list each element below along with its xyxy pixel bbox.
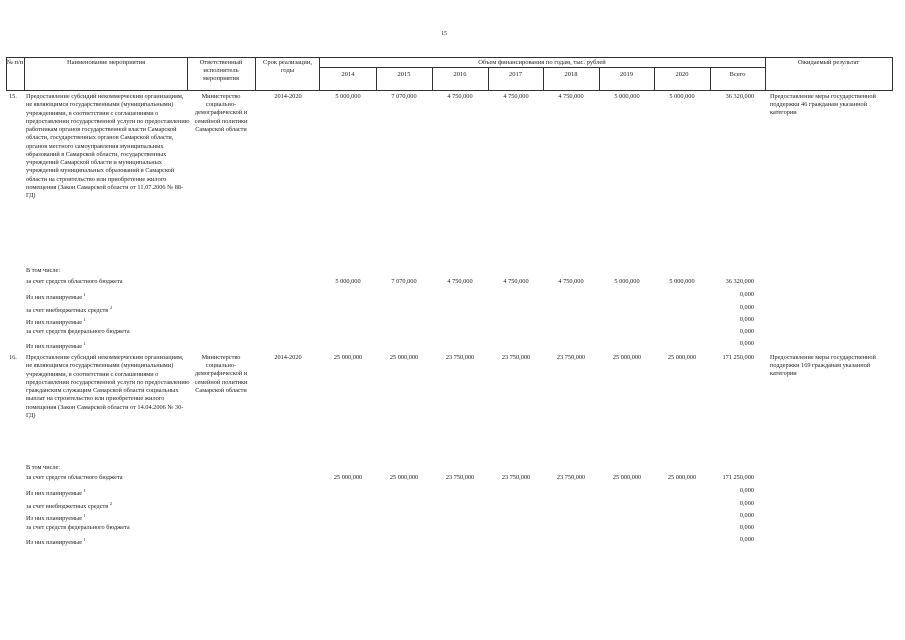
sub-value: 25 000,000 [612, 474, 642, 481]
header-year: 2017 [509, 71, 522, 78]
header-year: 2016 [453, 71, 467, 78]
sub-total: 0,000 [739, 328, 754, 335]
header-result: Ожидаемый результат [797, 59, 860, 66]
header-executor: Ответственный исполнитель мероприятия [199, 59, 243, 82]
row-result: Предоставление меры государственной поддержки 46 гражданам указанной категории [770, 93, 876, 117]
value-2020: 25 000,000 [667, 354, 697, 361]
header-period: Срок реализации, годы [262, 59, 312, 74]
header-year: 2015 [397, 71, 411, 78]
sub-total: 36 320,000 [725, 278, 754, 285]
value-2015: 7 070,000 [391, 93, 417, 100]
header-year: 2019 [620, 71, 633, 78]
value-2014: 25 000,000 [333, 354, 363, 361]
sub-total: 0,000 [739, 340, 754, 347]
header-year: 2020 [675, 71, 689, 78]
value-2018: 4 750,000 [558, 93, 584, 100]
sub-row-label: Из них планируемые $^1$ [26, 317, 86, 327]
header-name: Наименование мероприятия [66, 59, 146, 66]
sub-row-label: за счет средств федерального бюджета [26, 328, 130, 335]
sub-total: 0,000 [739, 487, 754, 494]
sub-total: 0,000 [739, 316, 754, 323]
sub-value: 5 000,000 [669, 278, 695, 285]
value-2020: 5 000,000 [669, 93, 695, 100]
sub-value: 23 750,000 [445, 474, 475, 481]
sub-total: 0,000 [739, 536, 754, 543]
including-label: В том числе: [26, 464, 61, 471]
header-num: № п/п [6, 59, 24, 66]
header-year: 2014 [341, 71, 355, 78]
sub-value: 25 000,000 [667, 474, 697, 481]
row-period: 2014-2020 [274, 93, 302, 100]
sub-row-label: Из них планируемые $^1$ [26, 341, 86, 351]
row-number: 15. [9, 93, 17, 100]
sub-row-label: Из них планируемые $^1$ [26, 537, 86, 547]
sub-row-label: Из них планируемые $^1$ [26, 488, 86, 498]
row-number: 16. [9, 354, 17, 361]
sub-total: 0,000 [739, 524, 754, 531]
sub-total: 0,000 [739, 512, 754, 519]
value-total: 171 250,000 [722, 354, 754, 361]
sub-total: 171 250,000 [722, 474, 754, 481]
sub-total: 0,000 [739, 291, 754, 298]
page-number: 15 [441, 31, 447, 37]
sub-value: 25 000,000 [333, 474, 363, 481]
sub-value: 5 000,000 [335, 278, 361, 285]
value-2016: 4 750,000 [447, 93, 473, 100]
value-2015: 25 000,000 [389, 354, 419, 361]
value-2019: 5 000,000 [614, 93, 640, 100]
row-executor: Министерство социально-демографической и семейной политики Самарской области [194, 354, 248, 394]
sub-row-label: за счет средств федерального бюджета [26, 524, 130, 531]
sub-row-label: за счет внебюджетных средств $^2$ [26, 501, 113, 511]
sub-value: 5 000,000 [614, 278, 640, 285]
sub-value: 23 750,000 [501, 474, 531, 481]
sub-value: 25 000,000 [389, 474, 419, 481]
value-2017: 4 750,000 [503, 93, 529, 100]
row-result: Предоставление меры государственной поддержки 169 гражданам указанной категории [770, 354, 876, 378]
sub-value: 4 750,000 [503, 278, 529, 285]
value-2014: 5 000,000 [335, 93, 361, 100]
sub-total: 0,000 [739, 500, 754, 507]
sub-value: 7 070,000 [391, 278, 417, 285]
row-executor: Министерство социально-демографической и семейной политики Самарской области [194, 93, 248, 133]
value-2018: 23 750,000 [556, 354, 586, 361]
sub-value: 4 750,000 [558, 278, 584, 285]
value-2016: 23 750,000 [445, 354, 475, 361]
sub-value: 4 750,000 [447, 278, 473, 285]
sub-row-label: Из них планируемые $^1$ [26, 513, 86, 523]
value-2019: 25 000,000 [612, 354, 642, 361]
row-name: Предоставление субсидий некоммерческим организациям, не являющимся государственными (муниципальными) учреждениями, в соответствии с соглашениями о предоставлении государственной услуги по предоставлению гражданским служащим Самарской области социальных выплат на строительство или приобретение жилого помещения (Закон Самарской области от 14.04.2006 № 30-ГД) [26, 354, 190, 419]
value-total: 36 320,000 [725, 93, 754, 100]
header-total: Всего [729, 71, 746, 78]
sub-total: 0,000 [739, 304, 754, 311]
sub-row-label: за счет средств областного бюджета [26, 278, 123, 285]
header-funding: Объем финансирования по годам, тыс. рублей [478, 59, 606, 66]
value-2017: 23 750,000 [501, 354, 531, 361]
sub-row-label: Из них планируемые $^1$ [26, 292, 86, 302]
sub-value: 23 750,000 [556, 474, 586, 481]
sub-row-label: за счет внебюджетных средств $^2$ [26, 305, 113, 315]
sub-row-label: за счет средств областного бюджета [26, 474, 123, 481]
including-label: В том числе: [26, 267, 61, 274]
row-period: 2014-2020 [274, 354, 302, 361]
row-name: Предоставление субсидий некоммерческим организациям, не являющимся государственными (муниципальными) учреждениями, в соответствии с соглашениями о предоставлении государственной услуги по предоставлению работникам органов государственной власти Самарской области, государственных органов Самарской области, органов местного самоуправления муниципальных образований в Самарской области, государственных учреждений Самарской области и муниципальных учреждений муниципальных образований в Самарской области на строительство или приобретение жилого помещения (Закон Самарской области от 11.07.2006 № 88-ГД) [26, 93, 190, 199]
header-year: 2018 [564, 71, 578, 78]
